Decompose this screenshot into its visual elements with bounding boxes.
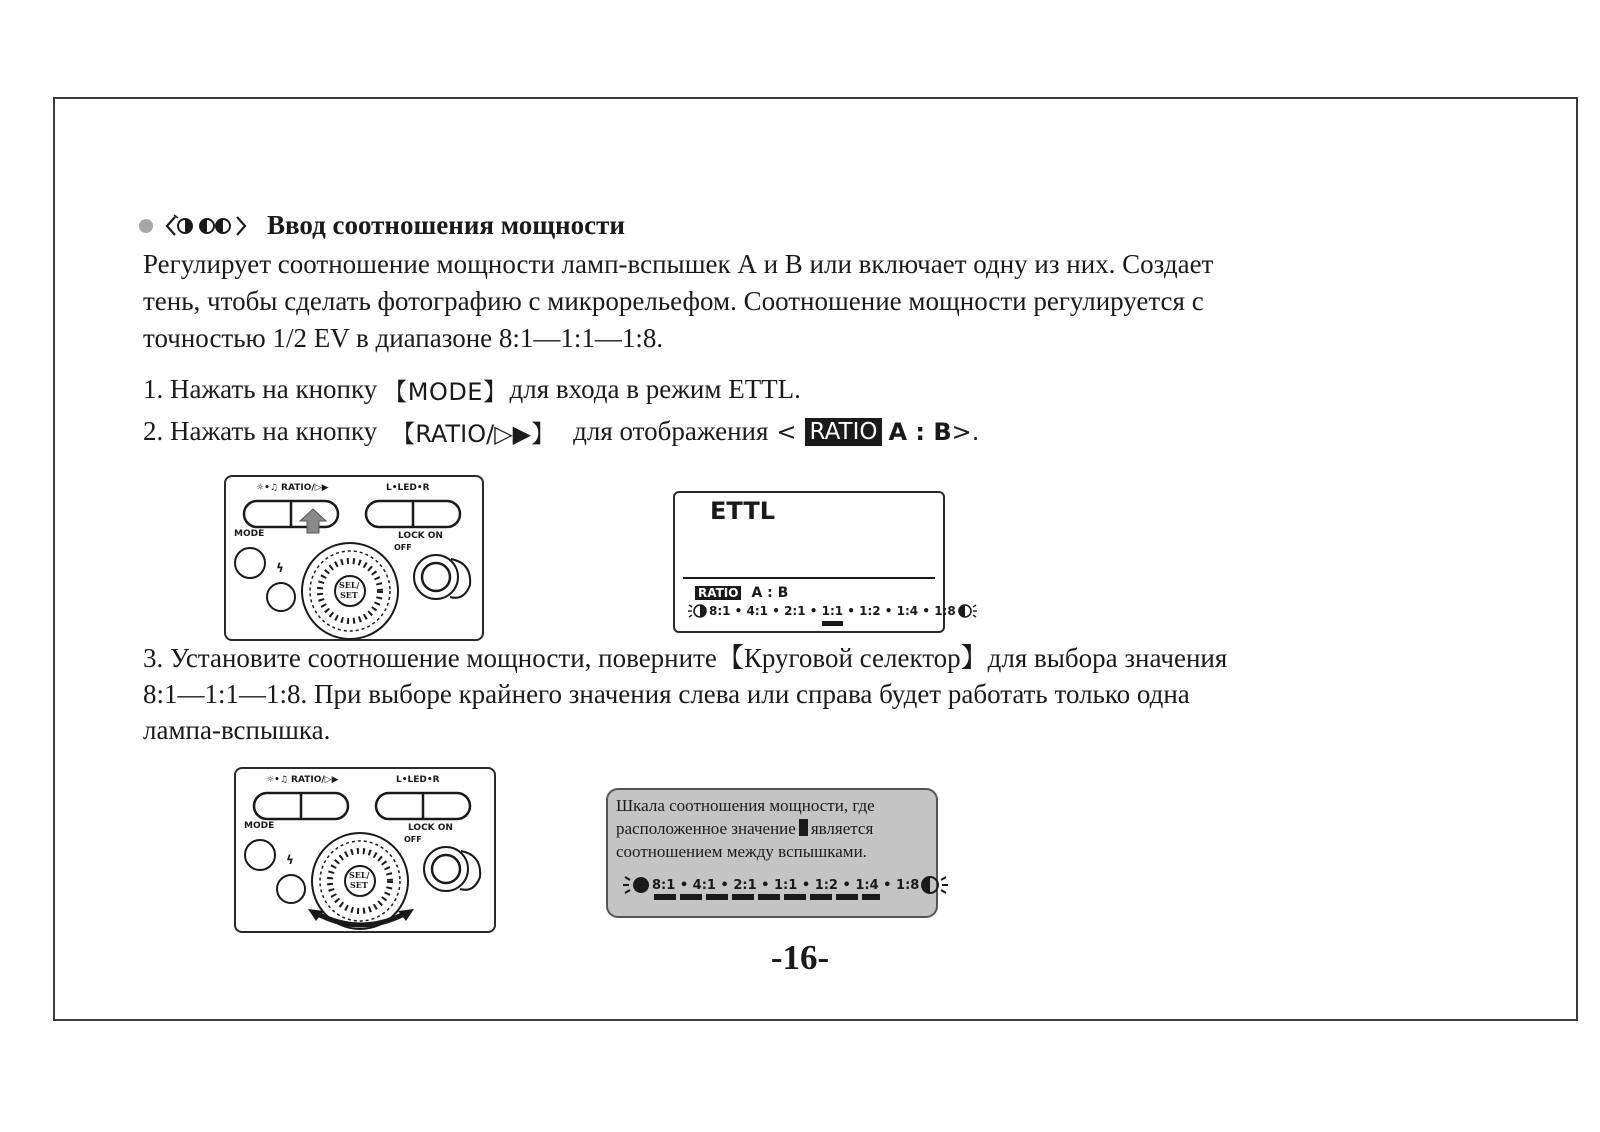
lcd-display xyxy=(673,491,956,633)
note-line: соотношением между вспышками. xyxy=(616,842,867,861)
panel-label-ratio: ☼•♫ RATIO/▷▶ xyxy=(256,483,329,493)
lcd-scale-value: 1:2 xyxy=(859,604,881,618)
lcd-scale-value: 1:4 xyxy=(896,604,919,618)
lcd-ratio-row xyxy=(695,585,788,601)
note-line-part: расположенное значение xyxy=(616,819,796,838)
step-3-line: 3. Установите соотношение мощности, поверните【Круговой селектор】для выбора значения xyxy=(143,643,1228,673)
bracket-close: >. xyxy=(951,417,980,446)
ratio-b-icon xyxy=(919,874,949,896)
ratio-symbols-icon xyxy=(163,213,259,239)
panel-label-led: L•LED•R xyxy=(386,483,430,493)
lcd-ratio-badge: RATIO xyxy=(695,586,741,600)
intro-line: тень, чтобы сделать фотографию с микрорельефом. Соотношение мощности регулируется с xyxy=(143,286,1204,316)
ratio-b-icon xyxy=(956,603,978,619)
dial-center-label: SEL/ xyxy=(349,870,370,880)
selected-mark-icon xyxy=(799,819,808,836)
step-1-prefix: 1. Нажать на кнопку xyxy=(143,374,378,404)
note-scale-value: 1:4 xyxy=(855,877,879,893)
ratio-badge: RATIO xyxy=(805,418,883,446)
flash-icon: ϟ xyxy=(286,853,294,867)
flash-icon: ϟ xyxy=(276,561,284,575)
step-1-suffix: для входа в режим ETTL. xyxy=(509,374,801,404)
control-panel-diagram-dial xyxy=(234,767,496,933)
panel-label-ratio: ☼•♫ RATIO/▷▶ xyxy=(266,775,339,785)
ab-label: A : B xyxy=(888,417,952,446)
section-heading xyxy=(139,210,625,241)
arrow-up-icon xyxy=(298,507,328,535)
note-line-part: является xyxy=(810,819,874,838)
note-scale-value: 4:1 xyxy=(692,877,716,893)
panel-label-lock: LOCK ON xyxy=(398,531,443,541)
note-scale-value: 2:1 xyxy=(733,877,757,893)
step-2-prefix: 2. Нажать на кнопку xyxy=(143,416,378,446)
step-3-line: 8:1—1:1—1:8. При выборе крайнего значения слева или справа будет работать только одна xyxy=(143,679,1190,709)
step-1 xyxy=(143,372,801,407)
lcd-scale-value: 2:1 xyxy=(784,604,806,618)
intro-paragraph xyxy=(143,246,1393,357)
bullet-icon xyxy=(139,219,153,233)
heading-text: Ввод соотношения мощности xyxy=(267,210,625,240)
lcd-mode: ETTL xyxy=(710,497,775,525)
lcd-scale-value: 1:8 xyxy=(934,604,956,618)
note-scale-value: 1:8 xyxy=(896,877,920,893)
panel-label-mode: MODE xyxy=(234,529,265,539)
lcd-divider xyxy=(683,577,935,579)
step-3-line: лампа-вспышка. xyxy=(143,715,331,745)
note-scale-value: 1:2 xyxy=(814,877,838,893)
panel-label-off: OFF xyxy=(404,835,422,844)
note-text xyxy=(616,794,938,863)
dial-center-label: SEL/ xyxy=(339,580,360,590)
step-2-mid: для отображения xyxy=(573,416,769,446)
note-ratio-scale: 8:1 • 4:1 • 2:1 • 1:1 • 1:2 • 1:4 • 1:8 xyxy=(622,874,949,896)
ratio-display-ref xyxy=(776,418,979,446)
step-2 xyxy=(143,414,979,449)
rotate-arrows-icon xyxy=(306,907,416,933)
lcd-scale-value: 4:1 xyxy=(746,604,769,618)
ratio-button-ref: 【RATIO/▷▶】 xyxy=(391,420,556,448)
ratio-a-icon xyxy=(687,603,709,619)
intro-line: точностью 1/2 EV в диапазоне 8:1—1:1—1:8. xyxy=(143,323,664,353)
ratio-a-icon xyxy=(622,874,652,896)
lcd-ab: A : B xyxy=(751,585,789,601)
lcd-scale-selected: 1:1 xyxy=(821,604,844,618)
note-line xyxy=(616,817,938,840)
control-panel-diagram xyxy=(224,475,484,641)
dial-center-label: SET xyxy=(340,590,358,600)
mode-button-ref: 【MODE】 xyxy=(383,378,508,406)
lcd-scale-value: 8:1 xyxy=(709,604,731,618)
step-3 xyxy=(143,640,1403,748)
dial-center-label: SET xyxy=(350,880,368,890)
page-number: -16- xyxy=(770,938,830,977)
note-scale-bar xyxy=(654,894,880,900)
lcd-ratio-scale: 8:1 • 4:1 • 2:1 • 1:1 • 1:2 • 1:4 • 1:8 xyxy=(687,603,978,619)
panel-label-mode: MODE xyxy=(244,821,275,831)
panel-label-led: L•LED•R xyxy=(396,775,440,785)
note-scale-value: 1:1 xyxy=(774,877,798,893)
intro-line: Регулирует соотношение мощности ламп-вспышек А и В или включает одну из них. Создает xyxy=(143,249,1214,279)
panel-label-off: OFF xyxy=(394,543,412,552)
note-line: Шкала соотношения мощности, где xyxy=(616,796,875,815)
panel-label-lock: LOCK ON xyxy=(408,823,453,833)
bracket-open: < xyxy=(776,417,797,446)
ratio-scale-note xyxy=(606,788,938,918)
note-scale-value: 8:1 xyxy=(652,877,676,893)
